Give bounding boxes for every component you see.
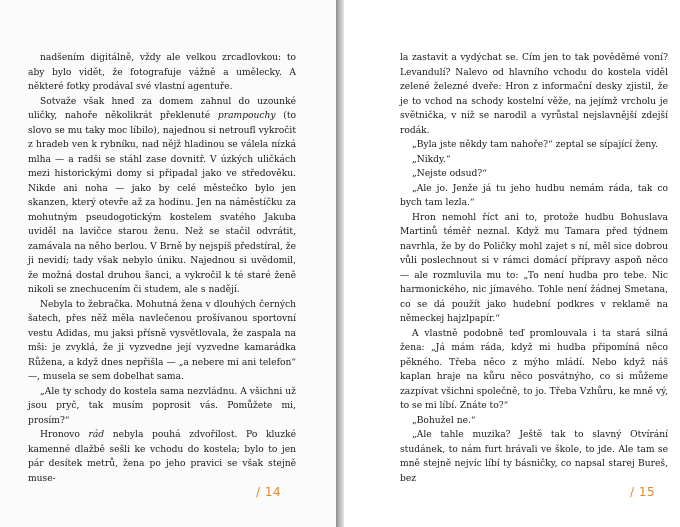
paragraph	[28, 298, 296, 385]
page-number-right: / 15	[630, 485, 656, 499]
text-run: „Nikdy.“	[412, 154, 451, 165]
emphasis-text: rád	[88, 430, 105, 440]
left-page	[0, 0, 336, 527]
paragraph	[28, 385, 296, 429]
paragraph	[28, 95, 296, 298]
text-run: Hron nemohl říct ani to, protože hudbu Bohuslava Martinů téměř neznal. Když mu Tamara před týdnem navrhla, že by do Poličky mohl zajet s ní, měl sice dobrou vůli poslechnout si v rámci domácí přípravy aspoň něco — ale rozmluvila mu to: „To není hudba pro tebe. Nic harmonického, nic jímavého. Tohle není žádnej Smetana, co se dá použít jako hudební podkres v reklamě na německej hajzlpapír.“	[400, 212, 668, 324]
text-run: nebyla pouhá zdvořilost. Po kluzké kamenné dlažbě sešli ke vchodu do kostela; bylo to jen pár desítek metrů, žena po jeho pravici se však stejně muse-	[28, 430, 296, 484]
paragraph	[400, 327, 668, 414]
paragraph	[400, 153, 668, 168]
text-run: nadšením digitálně, vždy ale velkou zrcadlovkou: to aby bylo vidět, že fotografuje vážně a umělecky. A některé fotky prodával své vlastní agentuře.	[28, 53, 296, 92]
paragraph	[28, 51, 296, 95]
text-run: „Bohužel ne.“	[412, 415, 476, 426]
text-run: „Byla jste někdy tam nahoře?“ zeptal se sípající ženy.	[412, 140, 659, 150]
paragraph	[400, 414, 668, 429]
text-run: Hronovo	[40, 430, 89, 440]
page-number-left: / 14	[256, 485, 282, 499]
text-run: „Ale jo. Jenže já tu jeho hudbu nemám ráda, tak co bych tam lezla.“	[400, 183, 668, 208]
paragraph	[400, 167, 668, 182]
text-run: Nebyla to žebračka. Mohutná žena v dlouhých černých šatech, přes něž měla navlečenou prošívanou sportovní vestu Adidas, mu jaksi přísně vysvětlovala, že zaspala na mši: je zvyklá, že ji vyzvedne její vyzvedne kamarádka Růžena, a když dnes nepřišla — „a nebere mi ani telefon“ —, musela se sem dobelhat sama.	[28, 299, 296, 382]
paragraph	[400, 138, 668, 153]
paragraph	[400, 428, 668, 486]
text-run: „Nejste odsud?“	[412, 169, 487, 179]
left-page-text	[28, 51, 296, 486]
right-page	[344, 0, 680, 527]
emphasis-text: prampouchy	[217, 111, 276, 121]
text-run: Sotvaže však hned za domem zahnul do uzounké uličky, nahoře několikrát překlenuté	[28, 96, 296, 121]
paragraph	[28, 428, 296, 486]
paragraph	[400, 182, 668, 211]
paragraph	[400, 51, 668, 138]
text-run: A vlastně podobně teď promlouvala i ta stará silná žena: „Já mám ráda, když mi hudba připomíná něco pěkného. Třeba něco z mýho mládí. Nebo když náš kaplan hraje na kůru něco posvátnýho, co si můžeme zazpívat všichni společně, to jo. Třeba Vzhůru, ke mně vý, to se mi líbí. Znáte to?“	[400, 328, 668, 411]
text-run: „Ale tahle muzika? Ještě tak to slavný Otvírání studánek, to nám furt hrávali ve škole, to jde. Ale tam se mně stejně nejvíc líbí ty básničky, co napsal starej Bureš, bez	[400, 430, 668, 484]
right-page-text	[400, 51, 668, 486]
text-run: „Ale ty schody do kostela sama nezvládnu. A všichni už jsou pryč, tak musím poprosit vás. Pomůžete mi, prosím?“	[28, 386, 296, 426]
paragraph	[400, 211, 668, 327]
text-run: (to slovo se mu taky moc líbilo), najednou si netroufl vykročit z hradeb ven k rybníku, nad nějž hladinou se válela nízká mlha — a radši se stáhl zase dovnitř. V úzkých uličkách mezi historickými domy si připadal jako ve středověku. Nikde ani noha — jako by celé městečko bylo jen skanzen, který otevře až za hodinu. Jen na náměstíčku za mohutným pseudogotickým kostelem svatého Jakuba uviděl na lavičce starou ženu. Než se stačil odvrátit, zamávala na něho berlou. V Brně by nejspíš předstíral, že ji nevidí; tady však nebylo úniku. Najednou si uvědomil, že možná dostal druhou šanci, a vykročil k té staré ženě nikoli se znechucením či studem, ale s nadějí.	[28, 111, 296, 295]
book-gutter	[336, 0, 344, 527]
text-run: la zastavit a vydýchat se. Cím jen to tak pověděmé voní? Levandulí? Nalevo od hlavního vchodu do kostela viděl zelené železné dveře: Hron z informační desky zjistil, že je to vchod na schody kostelní věže, na jejímž vrcholu je světnička, v níž se narodil a vyrůstal nejslavnější zdejší rodák.	[400, 53, 668, 136]
